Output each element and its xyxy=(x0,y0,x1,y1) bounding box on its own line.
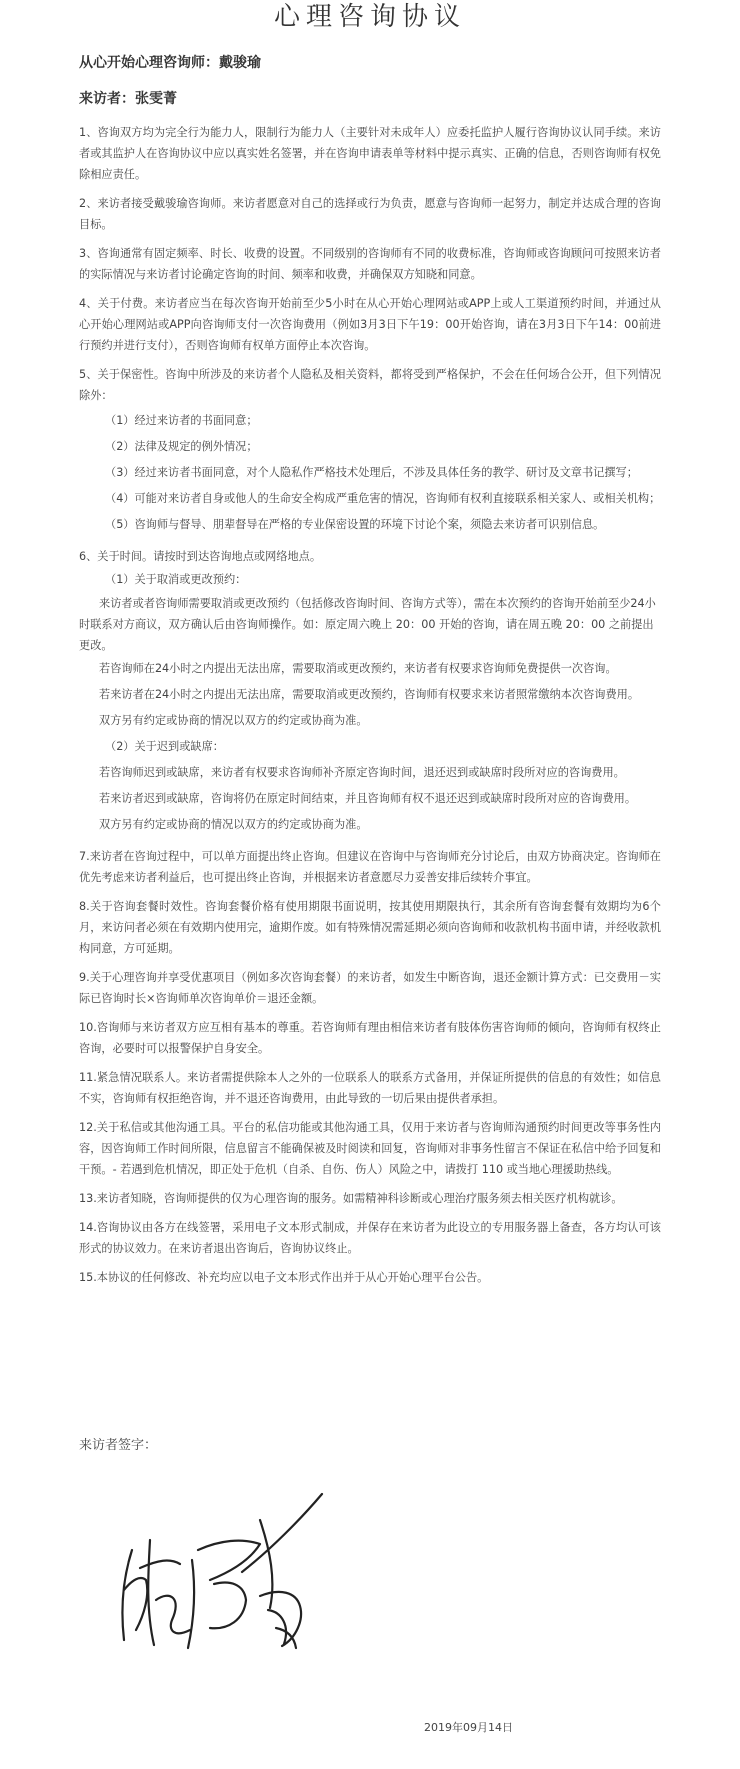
clause-3: 3、咨询通常有固定频率、时长、收费的设置。不同级别的咨询师有不同的收费标准，咨询师或咨询顾问可按照来访者的实际情况与来访者讨论确定咨询的时间、频率和收费，并确保双方知晓和同意。 xyxy=(79,247,661,281)
exception-item: （1）经过来访者的书面同意； xyxy=(105,414,258,427)
clause-6-1-text: 来访者或者咨询师需要取消或更改预约（包括修改咨询时间、咨询方式等），需在本次预约的咨询开始前至少24小时联系对方商议，双方确认后由咨询师操作。如：原定周六晚上 20：00 开始的咨询，请在周五晚 20：00 之前提出更改。 xyxy=(79,597,656,652)
signing-date: 2019年09月14日 xyxy=(424,1721,513,1734)
clause-6-2-b: 若来访者迟到或缺席，咨询将仍在原定时间结束，并且咨询师有权不退还迟到或缺席时段所对应的咨询费用。 xyxy=(99,792,637,805)
confidentiality-exceptions xyxy=(79,408,661,538)
clause-13: 13.来访者知晓，咨询师提供的仅为心理咨询的服务。如需精神科诊断或心理治疗服务须去相关医疗机构就诊。 xyxy=(79,1192,623,1205)
clause-6-2-c: 双方另有约定或协商的情况以双方的约定或协商为准。 xyxy=(99,818,368,831)
signature-label: 来访者签字： xyxy=(79,1438,158,1453)
clause-11: 11.紧急情况联系人。来访者需提供除本人之外的一位联系人的联系方式备用，并保证所提供的信息的有效性；如信息不实，咨询师有权拒绝咨询，并不退还咨询费用，由此导致的一切后果由提供者承担。 xyxy=(79,1071,661,1105)
clause-14: 14.咨询协议由各方在线签署，采用电子文本形式制成，并保存在来访者为此设立的专用服务器上备查，各方均认可该形式的协议效力。在来访者退出咨询后，咨询协议终止。 xyxy=(79,1221,661,1255)
clause-10: 10.咨询师与来访者双方应互相有基本的尊重。若咨询师有理由相信来访者有肢体伤害咨询师的倾向，咨询师有权终止咨询，必要时可以报警保护自身安全。 xyxy=(79,1021,661,1055)
clause-12: 12.关于私信或其他沟通工具。平台的私信功能或其他沟通工具，仅用于来访者与咨询师沟通预约时间更改等事务性内容，因咨询师工作时间所限，信息留言不能确保被及时阅读和回复，咨询师对非事务性留言不保证在私信中给予回复和干预。- 若遇到危机情况，即正处于危机（自杀、自伤、伤人）风险之中，请拨打 110 或当地心理援助热线。 xyxy=(79,1121,661,1176)
clause-6-2-heading: （2）关于迟到或缺席： xyxy=(105,740,224,753)
clause-6-1-b: 若来访者在24小时之内提出无法出席，需要取消或更改预约，咨询师有权要求来访者照常缴纳本次咨询费用。 xyxy=(99,688,640,701)
agreement-body xyxy=(79,122,661,1296)
exception-item: （4）可能对来访者自身或他人的生命安全构成严重危害的情况，咨询师有权利直接联系相关家人、或相关机构； xyxy=(105,492,661,505)
clause-4: 4、关于付费。来访者应当在每次咨询开始前至少5小时在从心开始心理网站或APP上或人工渠道预约时间，并通过从心开始心理网站或APP向咨询师支付一次咨询费用（例如3月3日下午19：00开始咨询，请在3月3日下午14：00前进行预约并进行支付），否则咨询师有权单方面停止本次咨询。 xyxy=(79,297,661,352)
exception-item: （3）经过来访者书面同意，对个人隐私作严格技术处理后，不涉及具体任务的教学、研讨及文章书记撰写； xyxy=(105,466,638,479)
exception-item: （5）咨询师与督导、朋辈督导在严格的专业保密设置的环境下讨论个案，须隐去来访者可识别信息。 xyxy=(105,518,605,531)
clause-1: 1、咨询双方均为完全行为能力人，限制行为能力人（主要针对未成年人）应委托监护人履行咨询协议认同手续。来访者或其监护人在咨询协议中应以真实姓名签署，并在咨询申请表单等材料中提示真实、正确的信息，否则咨询师有权免除相应责任。 xyxy=(79,126,661,181)
clause-9: 9.关于心理咨询并享受优惠项目（例如多次咨询套餐）的来访者，如发生中断咨询，退还金额计算方式：已交费用－实际已咨询时长×咨询师单次咨询单价＝退还金额。 xyxy=(79,971,661,1005)
visitor-line: 来访者：张雯菁 xyxy=(79,91,177,107)
clause-6-2-a: 若咨询师迟到或缺席，来访者有权要求咨询师补齐原定咨询时间，退还迟到或缺席时段所对应的咨询费用。 xyxy=(99,766,625,779)
clause-7: 7.来访者在咨询过程中，可以单方面提出终止咨询。但建议在咨询中与咨询师充分讨论后，由双方协商决定。咨询师在优先考虑来访者利益后，也可提出终止咨询，并根据来访者意愿尽力妥善安排后续转介事宜。 xyxy=(79,850,661,884)
counselor-line: 从心开始心理咨询师：戴骏瑜 xyxy=(79,55,261,71)
clause-6-1-heading: （1）关于取消或更改预约： xyxy=(105,573,247,586)
clause-5: 5、关于保密性。咨询中所涉及的来访者个人隐私及相关资料，都将受到严格保护，不会在任何场合公开，但下列情况除外： xyxy=(79,368,661,402)
clause-15: 15.本协议的任何修改、补充均应以电子文本形式作出并于从心开始心理平台公告。 xyxy=(79,1271,489,1284)
handwritten-signature xyxy=(110,1480,340,1660)
clause-6-1-c: 双方另有约定或协商的情况以双方的约定或协商为准。 xyxy=(99,714,368,727)
clause-6: 6、关于时间。请按时到达咨询地点或网络地点。 xyxy=(79,550,322,563)
clause-2: 2、来访者接受戴骏瑜咨询师。来访者愿意对自己的选择或行为负责，愿意与咨询师一起努力，制定并达成合理的咨询目标。 xyxy=(79,197,661,231)
exception-item: （2）法律及规定的例外情况； xyxy=(105,440,258,453)
page-title: 心理咨询协议 xyxy=(273,2,466,32)
clause-6-1-a: 若咨询师在24小时之内提出无法出席，需要取消或更改预约，来访者有权要求咨询师免费提供一次咨询。 xyxy=(99,662,617,675)
clause-8: 8.关于咨询套餐时效性。咨询套餐价格有使用期限书面说明，按其使用期限执行，其余所有咨询套餐有效期均为6个月，来访问者必须在有效期内使用完，逾期作废。如有特殊情况需延期必须向咨询师和收款机构书面申请，并经收款机构同意，方可延期。 xyxy=(79,900,661,955)
